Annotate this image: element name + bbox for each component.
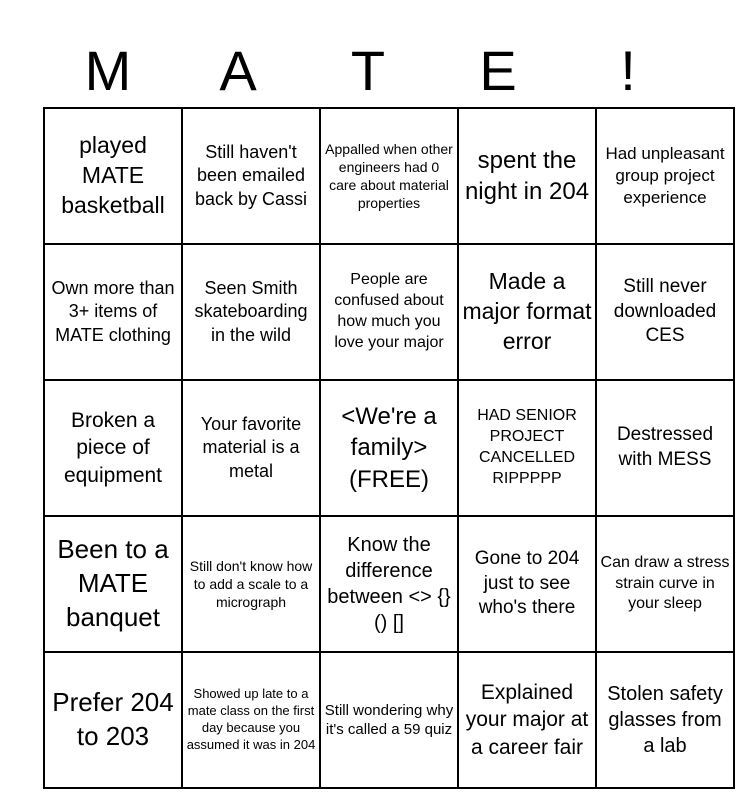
bingo-cell-r2c3[interactable]: People are confused about how much you love your major: [320, 244, 458, 380]
bingo-cell-r3c4[interactable]: HAD SENIOR PROJECT CANCELLED RIPPPPP: [458, 380, 596, 516]
bingo-title: [43, 40, 693, 102]
bingo-cell-r4c2[interactable]: Still don't know how to add a scale to a micrograph: [182, 516, 320, 652]
bingo-board: [43, 107, 735, 789]
bingo-row: [44, 652, 734, 788]
bingo-row: [44, 244, 734, 380]
bingo-cell-r3c5[interactable]: Destressed with MESS: [596, 380, 734, 516]
bingo-row: [44, 516, 734, 652]
bingo-cell-r5c5[interactable]: Stolen safety glasses from a lab: [596, 652, 734, 788]
bingo-cell-r4c4[interactable]: Gone to 204 just to see who's there: [458, 516, 596, 652]
bingo-row: [44, 380, 734, 516]
bingo-cell-r1c5[interactable]: Had unpleasant group project experience: [596, 108, 734, 244]
bingo-cell-r4c3[interactable]: Know the difference between <> {} () []: [320, 516, 458, 652]
bingo-cell-r2c2[interactable]: Seen Smith skateboarding in the wild: [182, 244, 320, 380]
bingo-cell-r3c1[interactable]: Broken a piece of equipment: [44, 380, 182, 516]
bingo-cell-r5c1[interactable]: Prefer 204 to 203: [44, 652, 182, 788]
bingo-cell-r1c4[interactable]: spent the night in 204: [458, 108, 596, 244]
bingo-cell-r5c3[interactable]: Still wondering why it's called a 59 quiz: [320, 652, 458, 788]
bingo-cell-r3c3-free-space[interactable]: <We're a family> (FREE): [320, 380, 458, 516]
title-letter-e: E: [479, 39, 517, 102]
title-letter-m: M: [84, 39, 132, 102]
bingo-cell-r2c4[interactable]: Made a major format error: [458, 244, 596, 380]
title-letter-t: T: [350, 39, 386, 102]
bingo-cell-r2c5[interactable]: Still never downloaded CES: [596, 244, 734, 380]
bingo-cell-r4c5[interactable]: Can draw a stress strain curve in your sleep: [596, 516, 734, 652]
bingo-cell-r2c1[interactable]: Own more than 3+ items of MATE clothing: [44, 244, 182, 380]
bingo-cell-r1c1[interactable]: played MATE basketball: [44, 108, 182, 244]
bingo-row: [44, 108, 734, 244]
bingo-cell-r1c3[interactable]: Appalled when other engineers had 0 care about material properties: [320, 108, 458, 244]
bingo-cell-r1c2[interactable]: Still haven't been emailed back by Cassi: [182, 108, 320, 244]
title-letter-exclamation: !: [620, 39, 636, 102]
bingo-cell-r5c4[interactable]: Explained your major at a career fair: [458, 652, 596, 788]
bingo-cell-r4c1[interactable]: Been to a MATE banquet: [44, 516, 182, 652]
title-letter-a: A: [219, 39, 257, 102]
bingo-cell-r3c2[interactable]: Your favorite material is a metal: [182, 380, 320, 516]
bingo-cell-r5c2[interactable]: Showed up late to a mate class on the first day because you assumed it was in 204: [182, 652, 320, 788]
